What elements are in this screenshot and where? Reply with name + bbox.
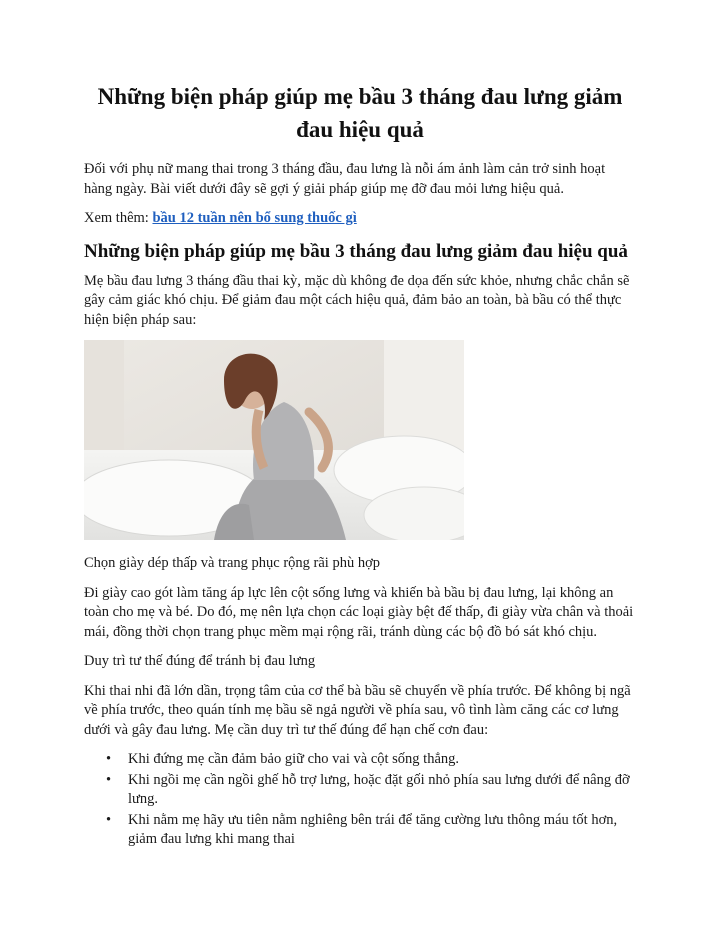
bullet-icon: • (106, 751, 112, 767)
bullet-list (84, 750, 636, 850)
section-title: Những biện pháp giúp mẹ bầu 3 tháng đau lưng giảm đau hiệu quả (84, 240, 628, 262)
list-item-text: Khi ngồi mẹ cần ngồi ghế hỗ trợ lưng, hoặc đặt gối nhỏ phía sau lưng dưới để nâng đỡ lưng. (128, 771, 630, 807)
paragraph-1: Đi giày cao gót làm tăng áp lực lên cột sống lưng và khiến bà bầu bị đau lưng, lại không an toàn cho mẹ và bé. Do đó, mẹ nên lựa chọn các loại giày bệt đế thấp, đi giày vừa chân và thoải mái, đồng thời chọn trang phục mềm mại rộng rãi, tránh dùng các bộ đồ bó sát khó chịu. (84, 584, 634, 640)
section-intro: Mẹ bầu đau lưng 3 tháng đầu thai kỳ, mặc dù không đe dọa đến sức khỏe, nhưng chắc chắn sẽ gây cảm giác khó chịu. Để giảm đau một cách hiệu quả, đảm bảo an toàn, bà bầu có thể thực hiện biện pháp sau: (84, 272, 630, 328)
bullet-icon: • (106, 771, 112, 788)
list-item-text: Khi nằm mẹ hãy ưu tiên nằm nghiêng bên trái để tăng cường lưu thông máu tốt hơn, giảm đau lưng khi mang thai (128, 811, 618, 847)
intro-paragraph: Đối với phụ nữ mang thai trong 3 tháng đầu, đau lưng là nỗi ám ảnh làm cản trở sinh hoạt hàng ngày. Bài viết dưới đây sẽ gợi ý giải pháp giúp mẹ đỡ đau mỏi lưng hiệu quả. (84, 161, 606, 197)
see-more-label: Xem thêm: (84, 210, 153, 226)
subhead-2: Duy trì tư thế đúng để tránh bị đau lưng (84, 653, 316, 669)
see-more-line (84, 209, 636, 229)
subhead-1: Chọn giày dép thấp và trang phục rộng rãi phù hợp (84, 555, 380, 571)
list-item-text: Khi đứng mẹ cần đảm bảo giữ cho vai và cột sống thẳng. (128, 751, 460, 767)
bullet-icon: • (106, 811, 112, 828)
see-more-link[interactable]: bầu 12 tuần nên bổ sung thuốc gì (152, 210, 357, 226)
list-item (84, 811, 636, 850)
article-photo (84, 340, 464, 540)
list-item (84, 750, 636, 770)
paragraph-2: Khi thai nhi đã lớn dần, trọng tâm của cơ thể bà bầu sẽ chuyển về phía trước. Để không bị ngã về phía trước, theo quán tính mẹ bầu sẽ ngả người về phía sau, vô tình làm căng các cơ lưng dưới và gây đau lưng. Mẹ cần duy trì tư thế đúng để hạn chế cơn đau: (84, 682, 631, 738)
list-item (84, 771, 636, 810)
article-title: Những biện pháp giúp mẹ bầu 3 tháng đau lưng giảm đau hiệu quả (97, 84, 623, 142)
